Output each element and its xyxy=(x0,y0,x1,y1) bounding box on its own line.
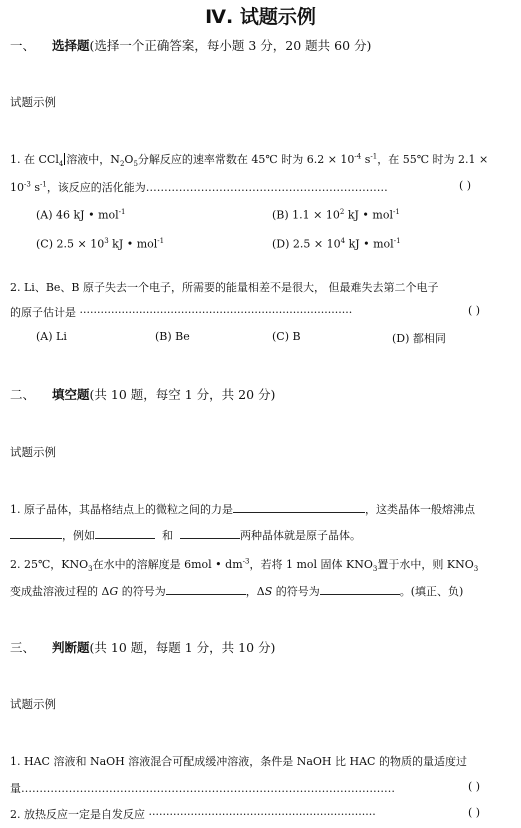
option-b: (B) $1.1 \times 10^2$ kJ • mol$^{-1}$ xyxy=(272,208,400,222)
answer-blank[interactable] xyxy=(10,528,62,539)
example-label: 试题示例 xyxy=(10,445,56,459)
answer-blank[interactable] xyxy=(320,584,400,595)
answer-paren: ( ) xyxy=(459,179,472,192)
option-c: (C) $2.5 \times 10^3$ kJ • mol$^{-1}$ xyxy=(36,237,165,251)
section-name: 填空题 xyxy=(52,387,90,402)
option-a: (A) 46 kJ • mol$^{-1}$ xyxy=(36,208,126,222)
answer-blank[interactable] xyxy=(166,584,246,595)
section-header-choice xyxy=(10,36,371,54)
judge-q2: 2. 放热反应一定是自发反应 ································································· xyxy=(10,808,376,821)
answer-blank[interactable] xyxy=(180,528,240,539)
choice-q2-line1: 2. Li、Be、B 原子失去一个电子，所需要的能量相差不是很大， 但最难失去第二个电子 xyxy=(10,281,439,294)
section-name: 选择题 xyxy=(52,38,90,53)
section-number: 一、 xyxy=(10,38,36,53)
fill-q1-line2: ，例如 和 两种晶体就是原子晶体。 xyxy=(10,527,361,543)
fill-q2-line2: 变成盐溶液过程的 ΔG 的符号为 ，ΔS 的符号为 。(填正、负) xyxy=(10,585,464,598)
fill-q2-line1: 2. 25℃，$KNO_3$在水中的溶解度是 6mol • $dm^{-3}$，若将 1 mol 固体 $KNO_3$置于水中，则 $KNO_3$ xyxy=(10,557,479,574)
answer-paren: ( ) xyxy=(468,806,481,819)
example-label: 试题示例 xyxy=(10,95,56,109)
fill-q1-line1: 1. 原子晶体，其晶格结点上的微粒之间的力是 ，这类晶体一般熔沸点 xyxy=(10,503,475,516)
section-desc: (共 10 题，每题 1 分，共 10 分) xyxy=(89,640,276,655)
section-name: 判断题 xyxy=(52,640,90,655)
option-d: (D) $2.5 \times 10^4$ kJ • mol$^{-1}$ xyxy=(272,237,401,251)
choice-q1-line2: $10^{-3}$ $s^{-1}$，该反应的活化能为………………………………………………………… xyxy=(10,180,388,194)
section-desc: (选择一个正确答案，每小题 3 分，20 题共 60 分) xyxy=(89,38,372,53)
option-c: (C) B xyxy=(272,330,301,343)
option-a: (A) Li xyxy=(36,330,67,343)
option-d: (D) 都相同 xyxy=(392,332,446,345)
option-b: (B) Be xyxy=(155,330,190,343)
answer-blank[interactable] xyxy=(233,502,365,513)
example-label: 试题示例 xyxy=(10,697,56,711)
section-number: 三、 xyxy=(10,640,36,655)
section-header-judge xyxy=(10,638,275,656)
judge-q1-line2: 量………………………………………………………………………………………… xyxy=(10,782,395,795)
section-header-fill xyxy=(10,385,275,403)
page-title: Ⅳ. 试题示例 xyxy=(205,6,316,28)
choice-q2-line2: 的原子估计是 ·············································································· xyxy=(10,306,353,319)
answer-blank[interactable] xyxy=(95,528,155,539)
choice-q1-line1: 1. 在 CCl$_4$ 溶液中，$N_2O_5$分解反应的速率常数在 45℃ 时为 $6.2 \times 10^{-4}$ $s^{-1}$，在 55℃ 时为 2.1 × xyxy=(10,152,489,169)
answer-paren: ( ) xyxy=(468,780,481,793)
answer-paren: ( ) xyxy=(468,304,481,317)
judge-q1-line1: 1. HAC 溶液和 NaOH 溶液混合可配成缓冲溶液，条件是 NaOH 比 HAC 的物质的量适度过 xyxy=(10,755,467,768)
section-desc: (共 10 题，每空 1 分，共 20 分) xyxy=(89,387,276,402)
section-number: 二、 xyxy=(10,387,36,402)
